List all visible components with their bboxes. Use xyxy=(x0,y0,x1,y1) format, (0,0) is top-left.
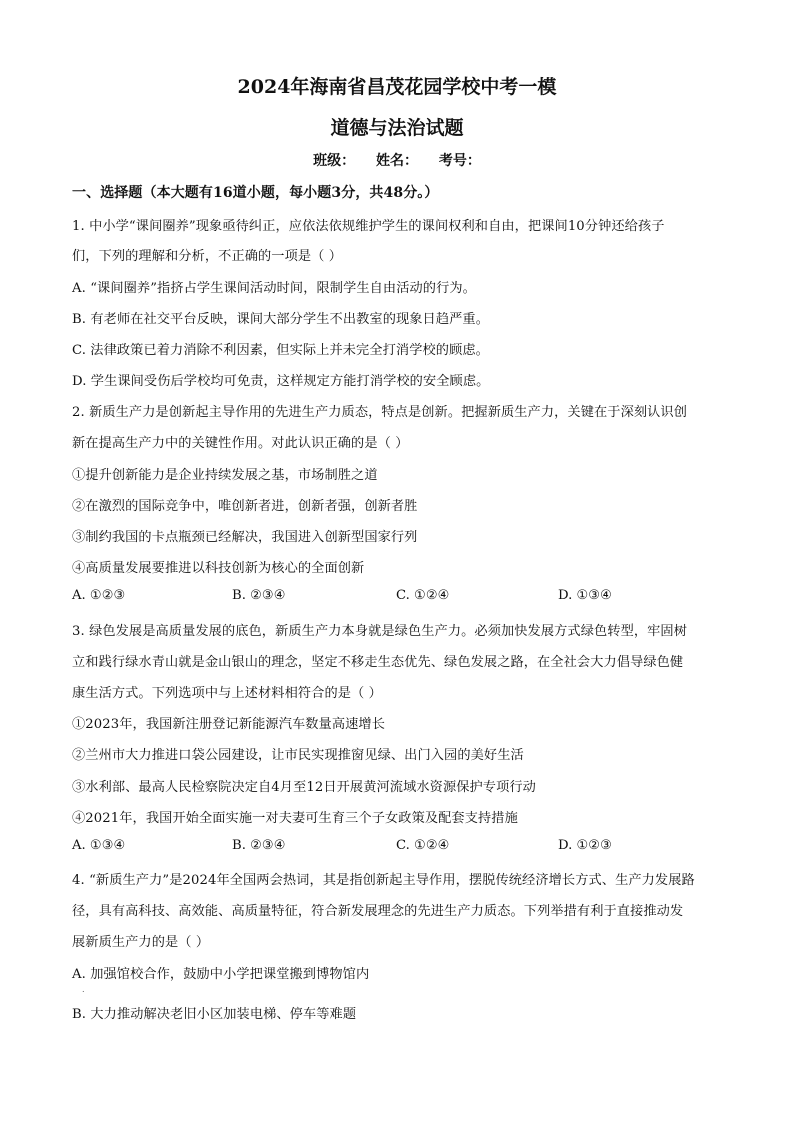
q2-statement-3: ③制约我国的卡点瓶颈已经解决，我国进入创新型国家行列 xyxy=(72,530,418,545)
exam-title: 2024年海南省昌茂花园学校中考一模 xyxy=(237,76,557,98)
q4-stem-line-1: 4. “新质生产力”是2024年全国两会热词，其是指创新起主导作用，摆脱传统经济增长方式、生产力发展路 xyxy=(72,873,695,888)
q3-stem-line-3: 康生活方式。下列选项中与上述材料相符合的是（ ） xyxy=(72,686,382,701)
q1-stem-line-1: 1. 中小学“课间圈养”现象亟待纠正，应依法依规维护学生的课间权利和自由，把课间10分钟还给孩子 xyxy=(72,219,665,234)
q1-option-a: A. “课间圈养”指挤占学生课间活动时间，限制学生自由活动的行为。 xyxy=(72,281,476,296)
q2-stem-line-1: 2. 新质生产力是创新起主导作用的先进生产力质态，特点是创新。把握新质生产力，关键在于深刻认识创 xyxy=(72,405,688,420)
q3-statement-2: ②兰州市大力推进口袋公园建设，让市民实现推窗见绿、出门入园的美好生活 xyxy=(72,748,524,763)
class-label: 班级： xyxy=(313,153,356,169)
q2-option-b: B. ②③④ xyxy=(232,588,286,603)
q2-stem-line-2: 新在提高生产力中的关键性作用。对此认识正确的是（ ） xyxy=(72,436,409,451)
section-heading: 一、选择题（本大题有16道小题，每小题3分，共48分。） xyxy=(72,185,439,201)
q2-statement-2: ②在激烈的国际竞争中，唯创新者进，创新者强，创新者胜 xyxy=(72,499,418,514)
q3-stem-line-2: 立和践行绿水青山就是金山银山的理念，坚定不移走生态优先、绿色发展之路，在全社会大力倡导绿色健 xyxy=(72,655,684,670)
q1-option-d: D. 学生课间受伤后学校均可免责，这样规定方能打消学校的安全顾虑。 xyxy=(72,374,490,389)
q3-statement-1: ①2023年，我国新注册登记新能源汽车数量高速增长 xyxy=(72,717,385,732)
q3-statement-3: ③水利部、最高人民检察院决定自4月至12日开展黄河流域水资源保护专项行动 xyxy=(72,780,536,795)
q2-option-a: A. ①②③ xyxy=(72,588,126,603)
q2-option-d: D. ①③④ xyxy=(558,588,612,603)
q3-option-d: D. ①②③ xyxy=(558,838,612,853)
name-label: 姓名： xyxy=(376,153,418,169)
q2-statement-1: ①提升创新能力是企业持续发展之基，市场制胜之道 xyxy=(72,468,378,483)
q3-statement-4: ④2021年，我国开始全面实施一对夫妻可生育三个子女政策及配套支持措施 xyxy=(72,811,518,826)
q4-stem-line-3: 展新质生产力的是（ ） xyxy=(72,935,210,950)
q4-option-b: B. 大力推动解决老旧小区加装电梯、停车等难题 xyxy=(72,1007,357,1022)
q1-option-c: C. 法律政策已着力消除不利因素，但实际上并未完全打消学校的顾虑。 xyxy=(72,343,489,358)
exam-subtitle: 道德与法治试题 xyxy=(330,117,464,139)
stray-dot-mark: . xyxy=(82,985,85,994)
q3-option-c: C. ①②④ xyxy=(396,838,450,853)
q1-option-b: B. 有老师在社交平台反映，课间大部分学生不出教室的现象日趋严重。 xyxy=(72,312,489,327)
q2-option-c: C. ①②④ xyxy=(396,588,450,603)
q4-option-a: A. 加强馆校合作，鼓励中小学把课堂搬到博物馆内 xyxy=(72,967,370,982)
q3-option-b: B. ②③④ xyxy=(232,838,286,853)
exam-number-label: 考号： xyxy=(438,153,481,169)
student-info-row xyxy=(0,150,794,170)
q3-option-a: A. ①③④ xyxy=(72,838,126,853)
q1-stem-line-2: 们，下列的理解和分析，不正确的一项是（ ） xyxy=(72,249,343,264)
q4-stem-line-2: 径，具有高科技、高效能、高质量特征，符合新发展理念的先进生产力质态。下列举措有利于直接推动发 xyxy=(72,904,684,919)
q3-stem-line-1: 3. 绿色发展是高质量发展的底色，新质生产力本身就是绿色生产力。必须加快发展方式绿色转型，牢固树 xyxy=(72,624,688,639)
q2-statement-4: ④高质量发展要推进以科技创新为核心的全面创新 xyxy=(72,561,365,576)
